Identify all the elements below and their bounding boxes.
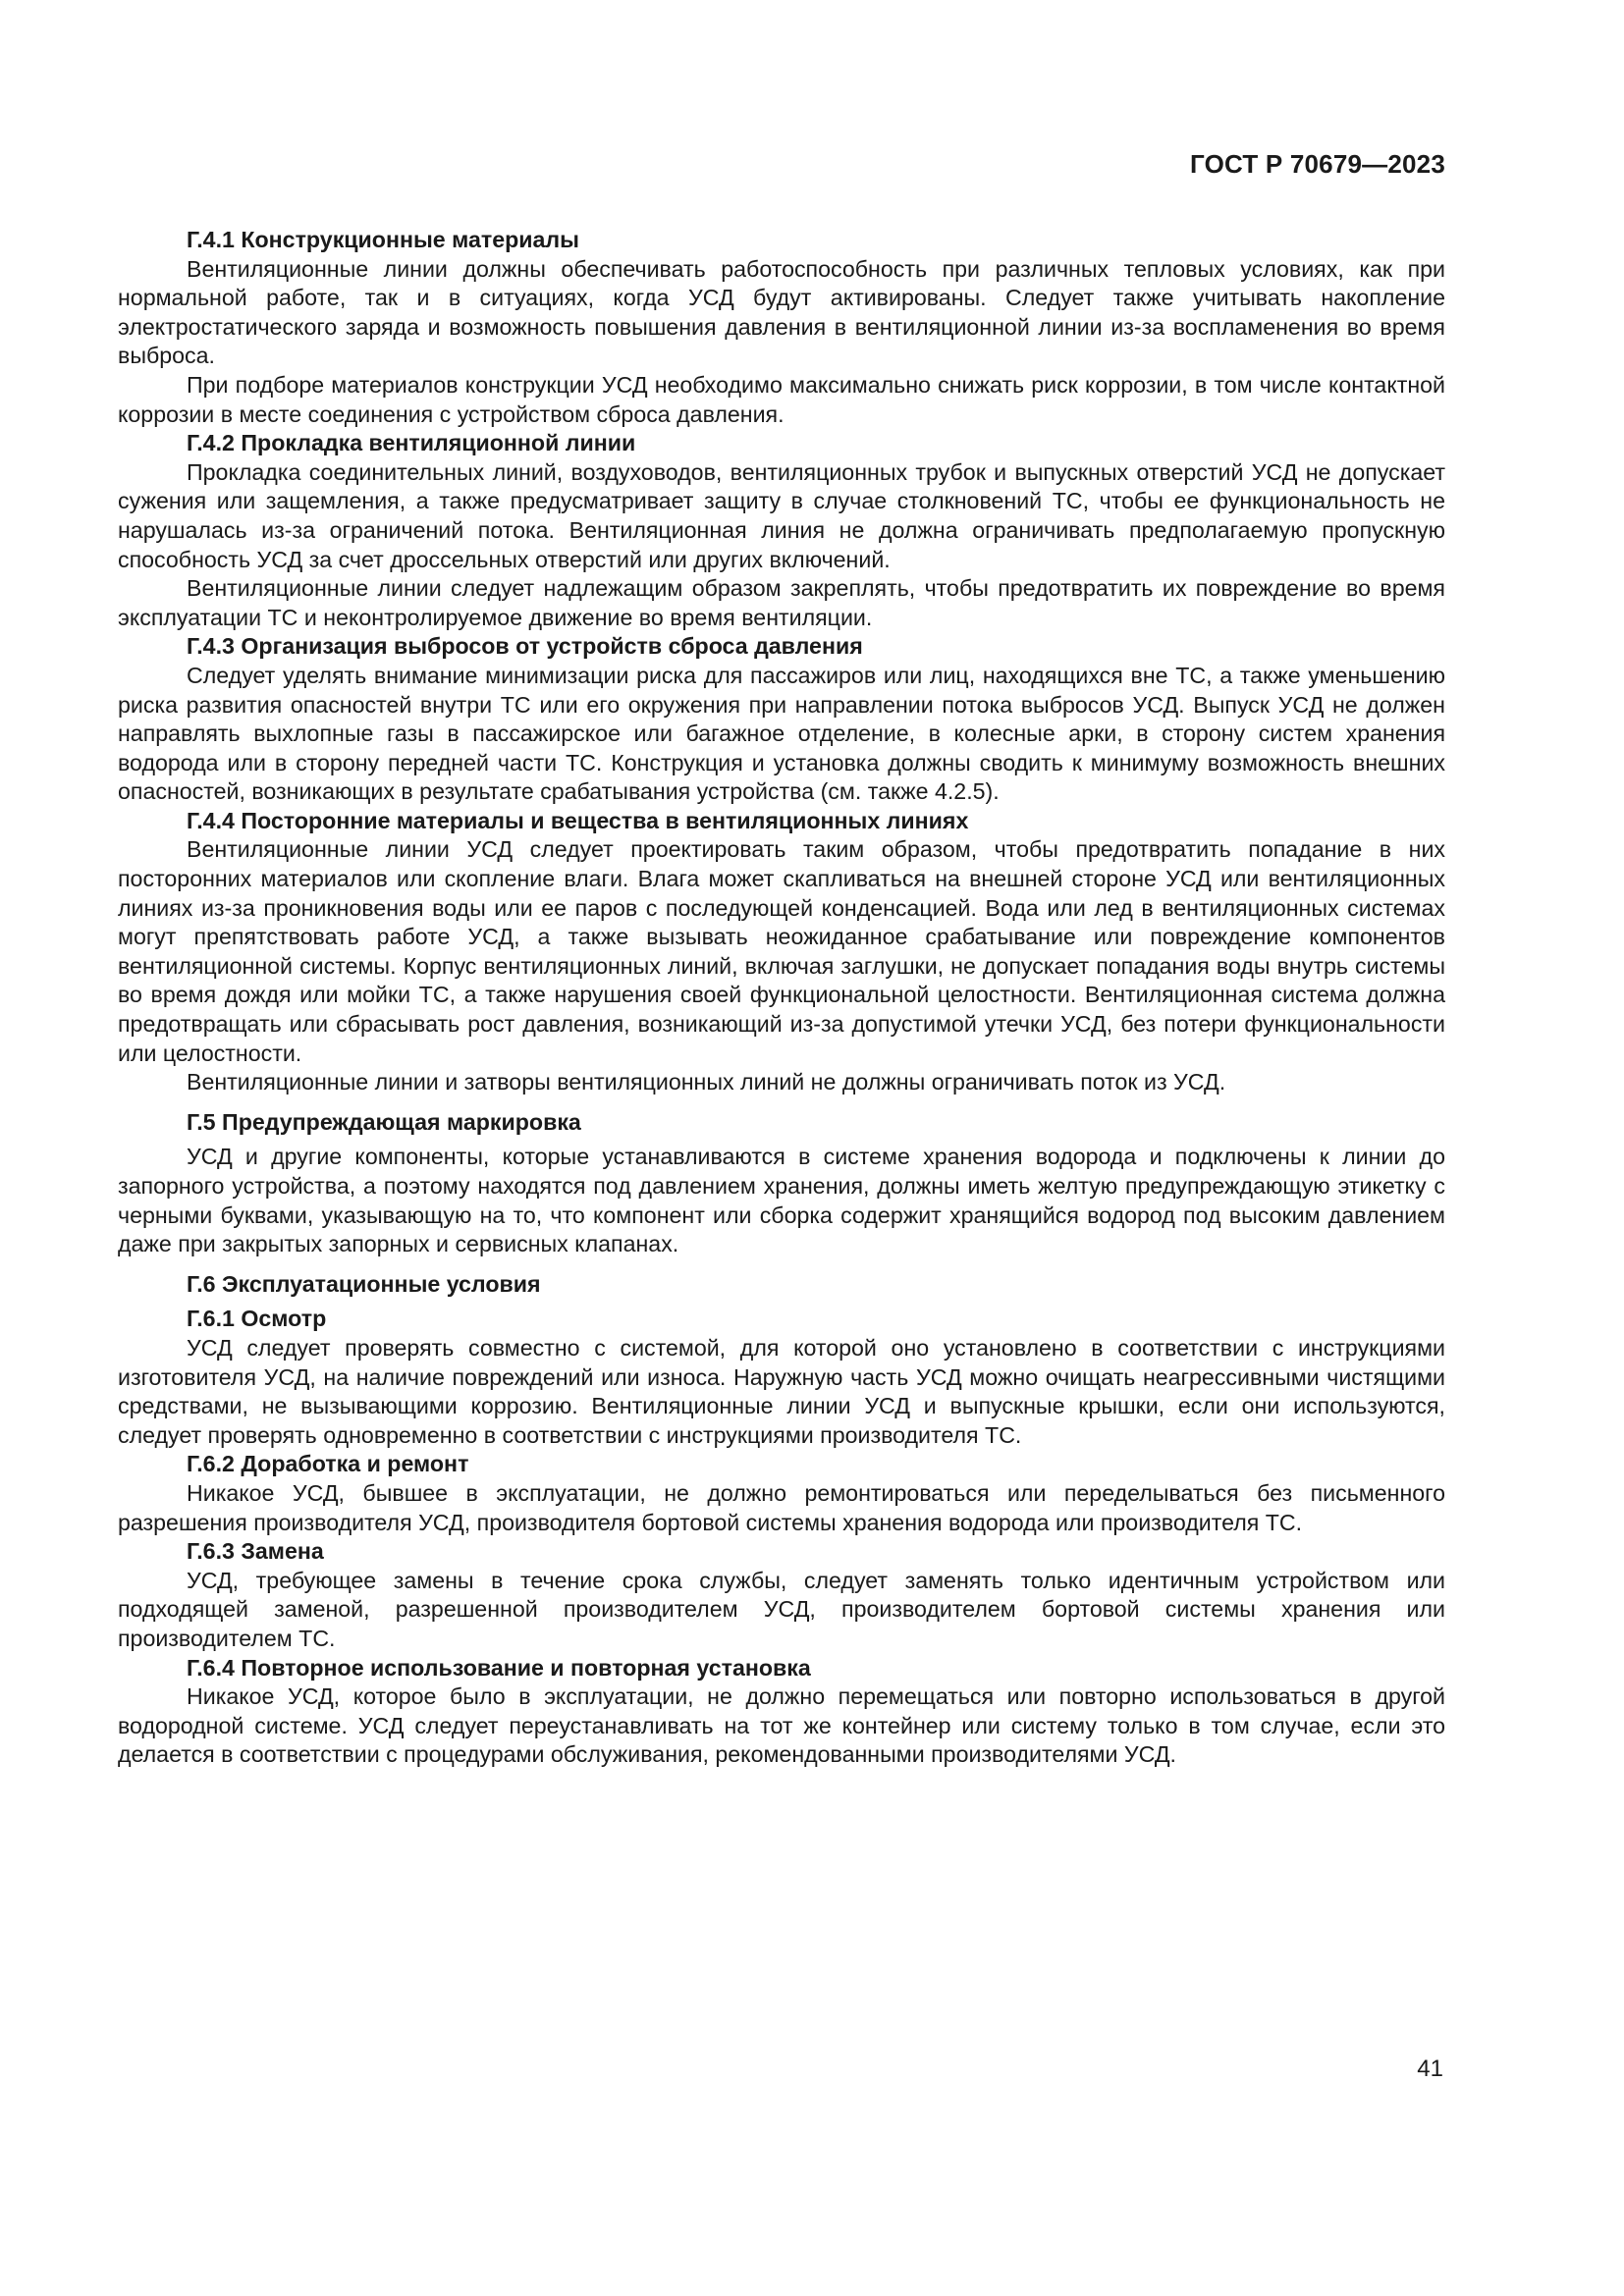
paragraph: Никакое УСД, бывшее в эксплуатации, не должно ремонтироваться или переделываться без письменного разрешения производителя УСД, производителя бортовой системы хранения водорода или производителя ТС. bbox=[118, 1479, 1445, 1535]
paragraph: При подборе материалов конструкции УСД необходимо максимально снижать риск коррозии, в том числе контактной коррозии в месте соединения с устройством сброса давления. bbox=[118, 371, 1445, 427]
section-heading-g6: Г.6 Эксплуатационные условия bbox=[187, 1270, 541, 1297]
paragraph: УСД, требующее замены в течение срока службы, следует заменять только идентичным устройством или подходящей заменой, разрешенной производителем УСД, производителем бортовой системы хранения или производителем ТС. bbox=[118, 1567, 1445, 1651]
paragraph: УСД следует проверять совместно с системой, для которой оно установлено в соответствии с инструкциями изготовителя УСД, на наличие повреждений или износа. Наружную часть УСД можно очищать неагрессивными чистящими средствами, не вызывающими коррозию. Вентиляционные линии УСД и выпускные крышки, если они используются, следует проверять одновременно в соответствии с инструкциями производителя ТС. bbox=[118, 1334, 1445, 1448]
section-heading-g5: Г.5 Предупреждающая маркировка bbox=[187, 1108, 581, 1135]
section-heading-g43: Г.4.3 Организация выбросов от устройств сброса давления bbox=[187, 633, 863, 660]
document-header-standard: ГОСТ Р 70679—2023 bbox=[1190, 149, 1445, 179]
section-heading-g61: Г.6.1 Осмотр bbox=[187, 1306, 327, 1332]
paragraph: Вентиляционные линии должны обеспечивать работоспособность при различных тепловых условиях, как при нормальной работе, так и в ситуациях, когда УСД будут активированы. Следует также учитывать накопление электростатического заряда и возможность повышения давления в вентиляционной линии из-за воспламенения во время выброса. bbox=[118, 255, 1445, 369]
section-heading-g41: Г.4.1 Конструкционные материалы bbox=[187, 227, 579, 252]
paragraph: Никакое УСД, которое было в эксплуатации, не должно перемещаться или повторно использоваться в другой водородной системе. УСД следует переустанавливать на тот же контейнер или систему только в том случае, если это делается в соответствии с процедурами обслуживания, рекомендованными производителями УСД. bbox=[118, 1683, 1445, 1768]
paragraph: Прокладка соединительных линий, воздуховодов, вентиляционных трубок и выпускных отверстий УСД не допускает сужения или защемления, а также предусматривает защиту в случае столкновений ТС, чтобы ее функциональность не нарушалась из-за ограничений потока. Вентиляционная линия не должна ограничивать предполагаемую пропускную способность УСД за счет дроссельных отверстий или других включений. bbox=[118, 458, 1445, 572]
section-heading-g42: Г.4.2 Прокладка вентиляционной линии bbox=[187, 430, 636, 456]
page-number: 41 bbox=[1417, 2056, 1443, 2082]
section-heading-g64: Г.6.4 Повторное использование и повторная установка bbox=[187, 1654, 811, 1681]
section-heading-g63: Г.6.3 Замена bbox=[187, 1538, 324, 1565]
paragraph: Следует уделять внимание минимизации риска для пассажиров или лиц, находящихся вне ТС, а также уменьшению риска развития опасностей внутри ТС или его окружения при направлении потока выбросов УСД. Выпуск УСД не должен направлять выхлопные газы в пассажирское или багажное отделение, в колесные арки, в сторону систем хранения водорода или в сторону передней части ТС. Конструкция и установка должны сводить к минимуму возможность внешних опасностей, возникающих в результате срабатывания устройства (см. также 4.2.5). bbox=[118, 662, 1445, 805]
paragraph: УСД и другие компоненты, которые устанавливаются в системе хранения водорода и подключены к линии до запорного устройства, а поэтому находятся под давлением хранения, должны иметь желтую предупреждающую этикетку с черными буквами, указывающую на то, что компонент или сборка содержит хранящийся водород под высоким давлением даже при закрытых запорных и сервисных клапанах. bbox=[118, 1144, 1445, 1257]
section-heading-g62: Г.6.2 Доработка и ремонт bbox=[187, 1451, 469, 1477]
paragraph: Вентиляционные линии следует надлежащим образом закреплять, чтобы предотвратить их повреждение во время эксплуатации ТС и неконтролируемое движение во время вентиляции. bbox=[118, 575, 1445, 630]
paragraph: Вентиляционные линии УСД следует проектировать таким образом, чтобы предотвратить попадание в них посторонних материалов или скопление влаги. Влага может скапливаться на внешней стороне УСД или вентиляционных линиях из-за проникновения воды или ее паров с последующей конденсацией. Вода или лед в вентиляционных системах могут препятствовать работе УСД, а также вызывать неожиданное срабатывание или повреждение компонентов вентиляционной системы. Корпус вентиляционных линий, включая заглушки, не допускает попадания воды внутрь системы во время дождя или мойки ТС, а также нарушения своей функциональной целостности. Вентиляционная система должна предотвращать или сбрасывать рост давления, возникающий из-за допустимой утечки УСД, без потери функциональности или целостности. bbox=[118, 836, 1445, 1066]
section-heading-g44: Г.4.4 Посторонние материалы и вещества в вентиляционных линиях bbox=[187, 807, 969, 833]
document-body bbox=[118, 226, 1445, 1770]
paragraph: Вентиляционные линии и затворы вентиляционных линий не должны ограничивать поток из УСД. bbox=[187, 1069, 1226, 1095]
